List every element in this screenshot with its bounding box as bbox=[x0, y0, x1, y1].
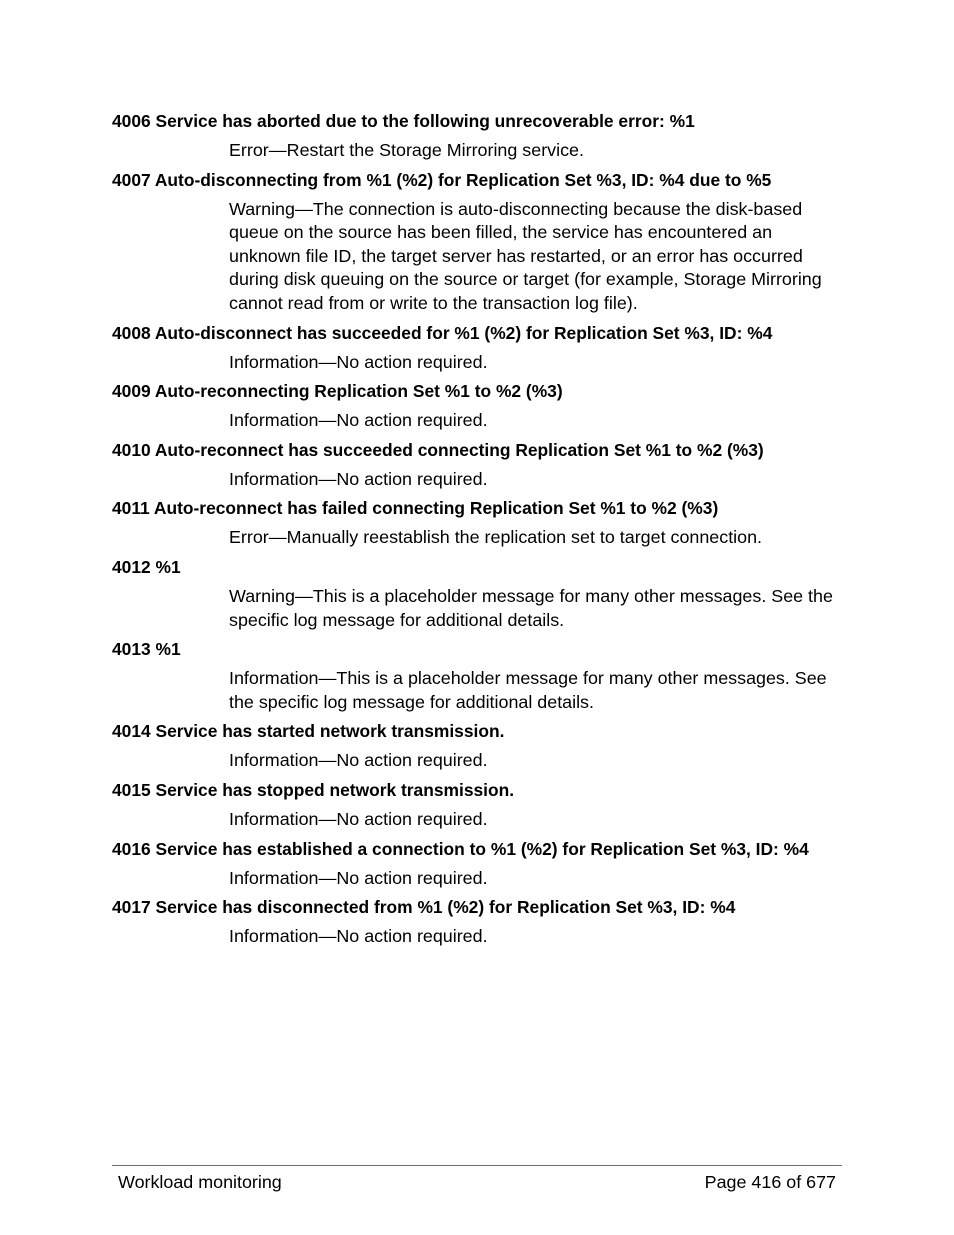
message-entry bbox=[112, 169, 842, 316]
message-entry bbox=[112, 779, 842, 832]
message-entry bbox=[112, 720, 842, 773]
message-description: Error—Manually reestablish the replication set to target connection. bbox=[229, 527, 763, 548]
message-description: Warning—The connection is auto-disconnecting because the disk-based queue on the source has been filled, the service has encountered an unknown file ID, the target server has restarted, or an error has occurred during disk queuing on the source or target (for example, Storage Mirroring cannot read from or write to the transaction log file). bbox=[229, 198, 822, 313]
message-title: 4016 Service has established a connection to %1 (%2) for Replication Set %3, ID: %4 bbox=[112, 838, 809, 859]
page-content bbox=[112, 110, 842, 955]
message-description: Information—No action required. bbox=[229, 926, 488, 947]
message-title: 4011 Auto-reconnect has failed connecting Replication Set %1 to %2 (%3) bbox=[112, 498, 719, 519]
message-description: Information—No action required. bbox=[229, 351, 488, 372]
message-entry bbox=[112, 497, 842, 550]
message-entry bbox=[112, 380, 842, 433]
message-description: Information—No action required. bbox=[229, 867, 488, 888]
message-title: 4009 Auto-reconnecting Replication Set %1 to %2 (%3) bbox=[112, 381, 563, 402]
message-title: 4008 Auto-disconnect has succeeded for %1 (%2) for Replication Set %3, ID: %4 bbox=[112, 322, 773, 343]
message-description: Information—No action required. bbox=[229, 750, 488, 771]
message-title: 4006 Service has aborted due to the following unrecoverable error: %1 bbox=[112, 111, 695, 131]
message-description: Information—No action required. bbox=[229, 410, 488, 431]
page-footer bbox=[112, 1165, 842, 1206]
message-title: 4015 Service has stopped network transmission. bbox=[112, 779, 515, 800]
message-description: Information—No action required. bbox=[229, 468, 488, 489]
message-entry bbox=[112, 638, 842, 714]
message-entry bbox=[112, 322, 842, 375]
message-title: 4007 Auto-disconnecting from %1 (%2) for Replication Set %3, ID: %4 due to %5 bbox=[112, 169, 772, 190]
message-entry bbox=[112, 110, 842, 163]
message-title: 4012 %1 bbox=[112, 556, 181, 577]
message-description: Error—Restart the Storage Mirroring service. bbox=[229, 140, 584, 160]
message-entry bbox=[112, 896, 842, 949]
message-title: 4010 Auto-reconnect has succeeded connecting Replication Set %1 to %2 (%3) bbox=[112, 439, 764, 460]
message-entry bbox=[112, 556, 842, 632]
message-entry bbox=[112, 838, 842, 891]
message-description: Information—This is a placeholder message for many other messages. See the specific log message for additional details. bbox=[229, 668, 827, 712]
message-description: Information—No action required. bbox=[229, 808, 488, 829]
message-title: 4017 Service has disconnected from %1 (%2) for Replication Set %3, ID: %4 bbox=[112, 897, 736, 918]
message-title: 4014 Service has started network transmission. bbox=[112, 721, 505, 742]
message-entry bbox=[112, 439, 842, 492]
footer-page-number: Page 416 of 677 bbox=[704, 1172, 836, 1192]
footer-section-title: Workload monitoring bbox=[118, 1172, 282, 1192]
message-description: Warning—This is a placeholder message for many other messages. See the specific log message for additional details. bbox=[229, 585, 833, 630]
message-title: 4013 %1 bbox=[112, 639, 181, 660]
